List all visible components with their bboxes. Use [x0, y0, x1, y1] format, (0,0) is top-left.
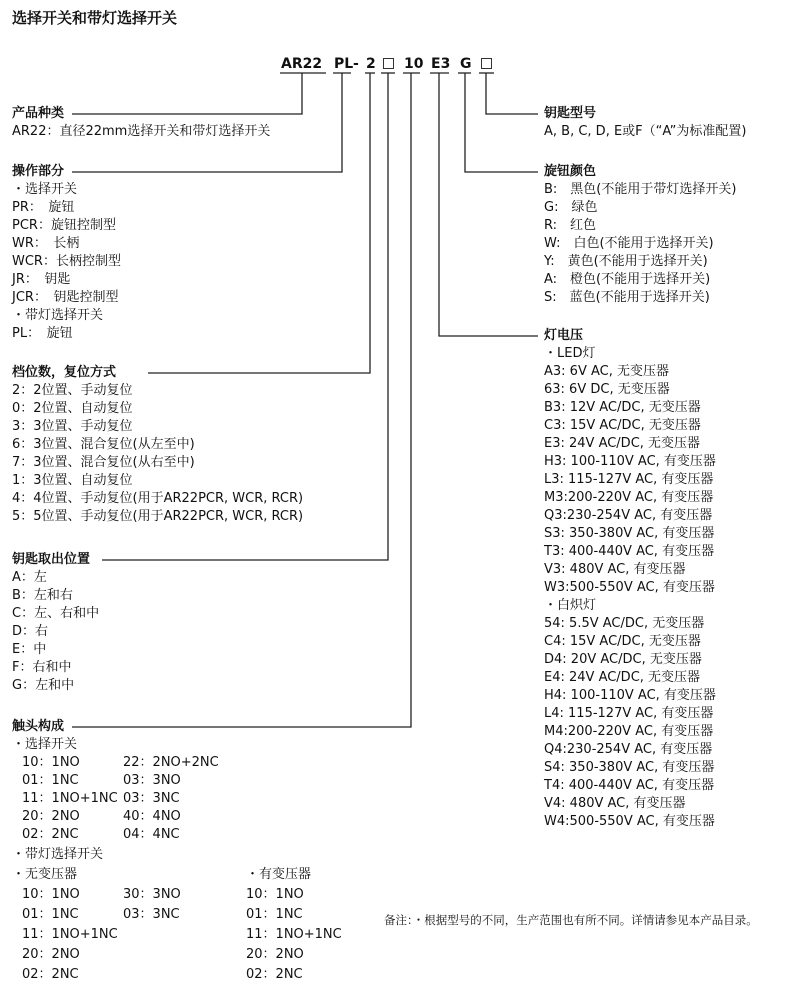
list-item: 30：3NO	[123, 887, 181, 902]
list-item: 11：1NO+1NC	[22, 927, 118, 942]
code-10: 10	[404, 56, 424, 72]
list-item: 10：1NO	[22, 887, 80, 902]
section-head-positions: 档位数，复位方式	[12, 365, 117, 380]
list-item: F：右和中	[12, 660, 72, 675]
list-item: E4: 24V AC/DC, 无变压器	[544, 670, 701, 685]
list-item: 01：1NC	[246, 907, 303, 922]
list-item: 63: 6V DC, 无变压器	[544, 382, 670, 397]
list-item: T4: 400-440V AC, 有变压器	[544, 778, 715, 793]
list-item: JR： 钥匙	[12, 272, 71, 287]
list-item: 40：4NO	[123, 809, 181, 824]
section-head-knob-color: 旋钮颜色	[544, 164, 597, 179]
list-item: B：左和右	[12, 588, 73, 603]
list-item: ・选择开关	[12, 182, 78, 197]
list-item: E：中	[12, 642, 47, 657]
list-item: 6：3位置、混合复位(从左至中)	[12, 437, 195, 452]
list-item: 20：2NO	[246, 947, 304, 962]
list-item: PCR：旋钮控制型	[12, 218, 116, 233]
list-item: ・白炽灯	[544, 598, 597, 613]
section-head-lamp-voltage: 灯电压	[544, 328, 584, 343]
list-item: M4:200-220V AC, 有变压器	[544, 724, 714, 739]
list-item: V4: 480V AC, 有变压器	[544, 796, 686, 811]
list-item: 3：3位置、手动复位	[12, 419, 133, 434]
contacts-sub-no-transformer: ・无变压器	[12, 867, 78, 882]
section-head-key-removal: 钥匙取出位置	[12, 552, 91, 567]
list-item: Q4:230-254V AC, 有变压器	[544, 742, 713, 757]
list-item: 20：2NO	[22, 809, 80, 824]
list-item: S3: 350-380V AC, 有变压器	[544, 526, 715, 541]
list-item: B: 黑色(不能用于带灯选择开关)	[544, 182, 737, 197]
code-g: G	[460, 56, 472, 72]
code-ar22: AR22	[281, 56, 323, 72]
list-item: 20：2NO	[22, 947, 80, 962]
list-item: 11：1NO+1NC	[22, 791, 118, 806]
list-item: T3: 400-440V AC, 有变压器	[544, 544, 715, 559]
list-item: G: 绿色	[544, 200, 598, 215]
list-item: 4：4位置、手动复位(用于AR22PCR, WCR, RCR)	[12, 491, 304, 506]
list-item: PR： 旋钮	[12, 200, 75, 215]
code-pl: PL	[334, 56, 354, 72]
code-dash: -	[353, 56, 359, 72]
list-item: 22：2NO+2NC	[123, 755, 219, 770]
list-item: S4: 350-380V AC, 有变压器	[544, 760, 715, 775]
list-item: 2：2位置、手动复位	[12, 383, 133, 398]
section-head-operation: 操作部分	[12, 164, 65, 179]
list-item: 04：4NC	[123, 827, 180, 842]
list-item: 0：2位置、自动复位	[12, 401, 133, 416]
list-item: W: 白色(不能用于选择开关)	[544, 236, 714, 251]
list-item: G：左和中	[12, 678, 75, 693]
section-head-key-type: 钥匙型号	[544, 106, 597, 121]
list-item: WCR：长柄控制型	[12, 254, 121, 269]
code-2: 2	[366, 56, 376, 72]
list-item: C4: 15V AC/DC, 无变压器	[544, 634, 701, 649]
list-item: PL： 旋钮	[12, 326, 73, 341]
list-item: W4:500-550V AC, 有变压器	[544, 814, 715, 829]
section-head-contacts: 触头构成	[12, 719, 65, 734]
page-title: 选择开关和带灯选择开关	[12, 9, 178, 27]
list-item: 1：3位置、自动复位	[12, 473, 133, 488]
contacts-sub-with-transformer: ・有变压器	[246, 867, 312, 882]
list-item: 01：1NC	[22, 907, 79, 922]
list-item: A: 橙色(不能用于选择开关)	[544, 272, 711, 287]
product-type-line: AR22：直径22mm选择开关和带灯选择开关	[12, 124, 271, 139]
list-item: JCR： 钥匙控制型	[12, 290, 119, 305]
list-item: 7：3位置、混合复位(从右至中)	[12, 455, 195, 470]
contacts-sub-selector: ・选择开关	[12, 737, 78, 752]
list-item: 03：3NO	[123, 773, 181, 788]
list-item: E3: 24V AC/DC, 无变压器	[544, 436, 701, 451]
section-head-product-type: 产品种类	[12, 106, 65, 121]
list-item: H4: 100-110V AC, 有变压器	[544, 688, 716, 703]
list-item: M3:200-220V AC, 有变压器	[544, 490, 714, 505]
list-item: C：左、右和中	[12, 606, 100, 621]
list-item: B3: 12V AC/DC, 无变压器	[544, 400, 701, 415]
list-item: S: 蓝色(不能用于选择开关)	[544, 290, 710, 305]
list-item: A3: 6V AC, 无变压器	[544, 364, 669, 379]
list-item: V3: 480V AC, 有变压器	[544, 562, 686, 577]
list-item: Q3:230-254V AC, 有变压器	[544, 508, 713, 523]
list-item: D4: 20V AC/DC, 无变压器	[544, 652, 702, 667]
list-item: 11：1NO+1NC	[246, 927, 342, 942]
list-item: C3: 15V AC/DC, 无变压器	[544, 418, 701, 433]
contacts-sub-illuminated: ・带灯选择开关	[12, 847, 104, 862]
list-item: 10：1NO	[246, 887, 304, 902]
list-item: L4: 115-127V AC, 有变压器	[544, 706, 714, 721]
list-item: L3: 115-127V AC, 有变压器	[544, 472, 714, 487]
list-item: 02：2NC	[22, 967, 79, 982]
footnote: 备注：・根据型号的不同，生产范围也有所不同。详情请参见本产品目录。	[384, 913, 758, 927]
list-item: 54: 5.5V AC/DC, 无变压器	[544, 616, 705, 631]
list-item: 02：2NC	[246, 967, 303, 982]
list-item: 01：1NC	[22, 773, 79, 788]
list-item: Y: 黄色(不能用于选择开关)	[544, 254, 708, 269]
key-type-line: A, B, C, D, E或F（“A”为标准配置)	[544, 124, 747, 139]
list-item: 03：3NC	[123, 791, 180, 806]
list-item: ・带灯选择开关	[12, 308, 104, 323]
code-e3: E3	[431, 56, 451, 72]
list-item: R: 红色	[544, 218, 597, 233]
list-item: A：左	[12, 570, 47, 585]
list-item: 03：3NC	[123, 907, 180, 922]
list-item: H3: 100-110V AC, 有变压器	[544, 454, 716, 469]
list-item: 02：2NC	[22, 827, 79, 842]
list-item: D：右	[12, 624, 49, 639]
list-item: WR： 长柄	[12, 236, 80, 251]
list-item: 10：1NO	[22, 755, 80, 770]
list-item: 5：5位置、手动复位(用于AR22PCR, WCR, RCR)	[12, 509, 304, 524]
list-item: W3:500-550V AC, 有变压器	[544, 580, 715, 595]
list-item: ・LED灯	[544, 346, 596, 361]
